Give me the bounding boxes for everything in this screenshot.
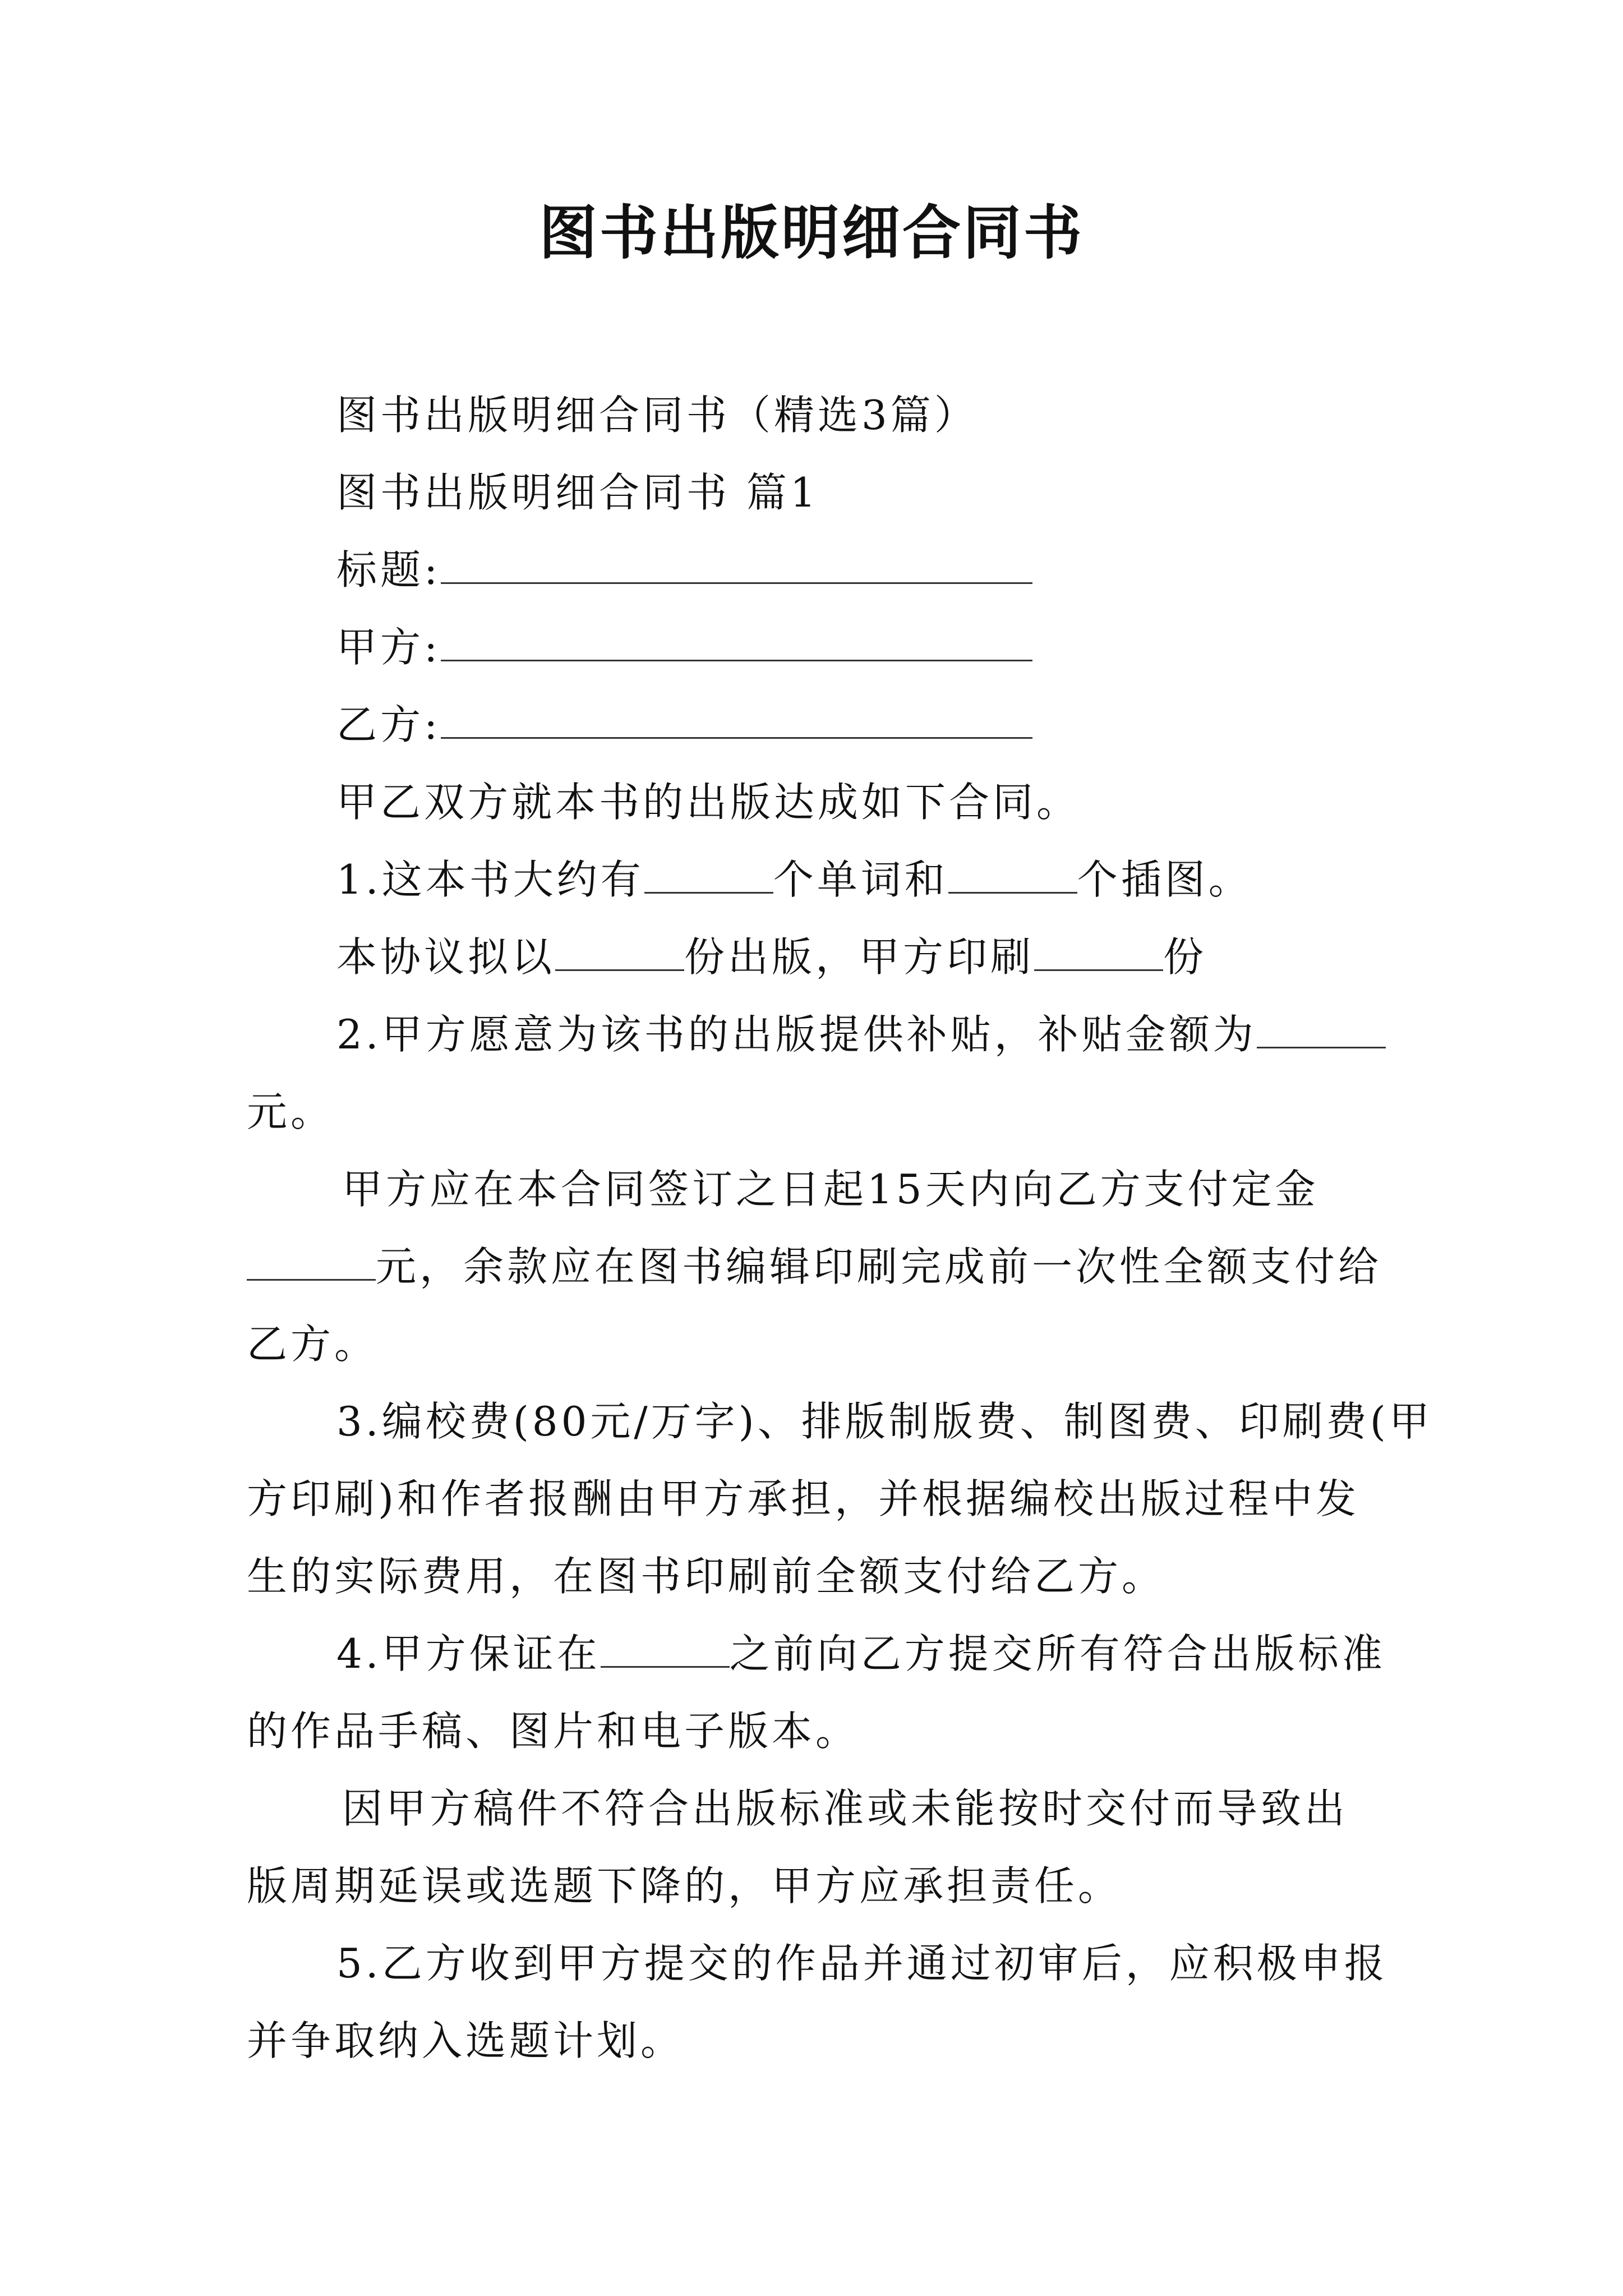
party-b-blank-field — [441, 702, 1032, 739]
deposit-amount-blank — [247, 1244, 376, 1281]
field-label: 甲方: — [336, 624, 441, 671]
paragraph-line: 3.编校费(80元/万字)、排版制版费、制图费、印刷费(甲 — [336, 1398, 1433, 1445]
subsidy-amount-blank — [1257, 1012, 1386, 1048]
title-blank-field — [441, 547, 1032, 584]
illustration-count-blank — [948, 857, 1077, 894]
paragraph-line: 甲乙双方就本书的出版达成如下合同。 — [336, 779, 1081, 826]
party-a-blank-field — [441, 625, 1032, 661]
paragraph-line: 元，余款应在图书编辑印刷完成前一次性全额支付给 — [247, 1239, 1382, 1295]
party-b-field-row — [336, 697, 1032, 753]
paragraph-line: 元。 — [247, 1088, 335, 1135]
paragraph-line: 1.这本书大约有 个单词和 个插图。 — [336, 856, 1252, 903]
paragraph-line: 乙方。 — [247, 1320, 379, 1368]
paragraph-line: 本协议拟以 份出版，甲方印刷 份 — [336, 933, 1207, 981]
word-count-blank — [644, 857, 773, 894]
paragraph-line: 图书出版明细合同书（精选3篇） — [336, 392, 978, 439]
copies-blank — [555, 935, 684, 971]
paragraph-line: 并争取纳入选题计划。 — [247, 2017, 685, 2064]
field-label: 标题: — [336, 546, 441, 593]
document-title: 图书出版明细合同书 — [538, 198, 1084, 267]
paragraph-line: 方印刷)和作者报酬由甲方承担，并根据编校出版过程中发 — [247, 1475, 1360, 1522]
paragraph-line: 生的实际费用，在图书印刷前全额支付给乙方。 — [247, 1553, 1166, 1600]
party-a-field-row — [336, 619, 1032, 675]
paragraph-line: 的作品手稿、图片和电子版本。 — [247, 1708, 860, 1755]
deadline-blank — [601, 1631, 730, 1668]
paragraph-line: 4.甲方保证在 之前向乙方提交所有符合出版标准 — [336, 1630, 1386, 1677]
paragraph-line: 甲方应在本合同签订之日起15天内向乙方支付定金 — [342, 1166, 1319, 1213]
paragraph-line: 因甲方稿件不符合出版标准或未能按时交付而导致出 — [342, 1785, 1349, 1832]
paragraph-line: 版周期延误或选题下降的，甲方应承担责任。 — [247, 1862, 1122, 1910]
paragraph-line: 5.乙方收到甲方提交的作品并通过初审后，应积极申报 — [336, 1940, 1388, 1987]
paragraph-line: 图书出版明细合同书 篇1 — [336, 469, 819, 516]
printed-copies-blank — [1034, 935, 1163, 971]
field-label: 乙方: — [336, 701, 441, 748]
title-field-row — [336, 542, 1032, 598]
paragraph-line: 2.甲方愿意为该书的出版提供补贴，补贴金额为 — [336, 1006, 1386, 1062]
